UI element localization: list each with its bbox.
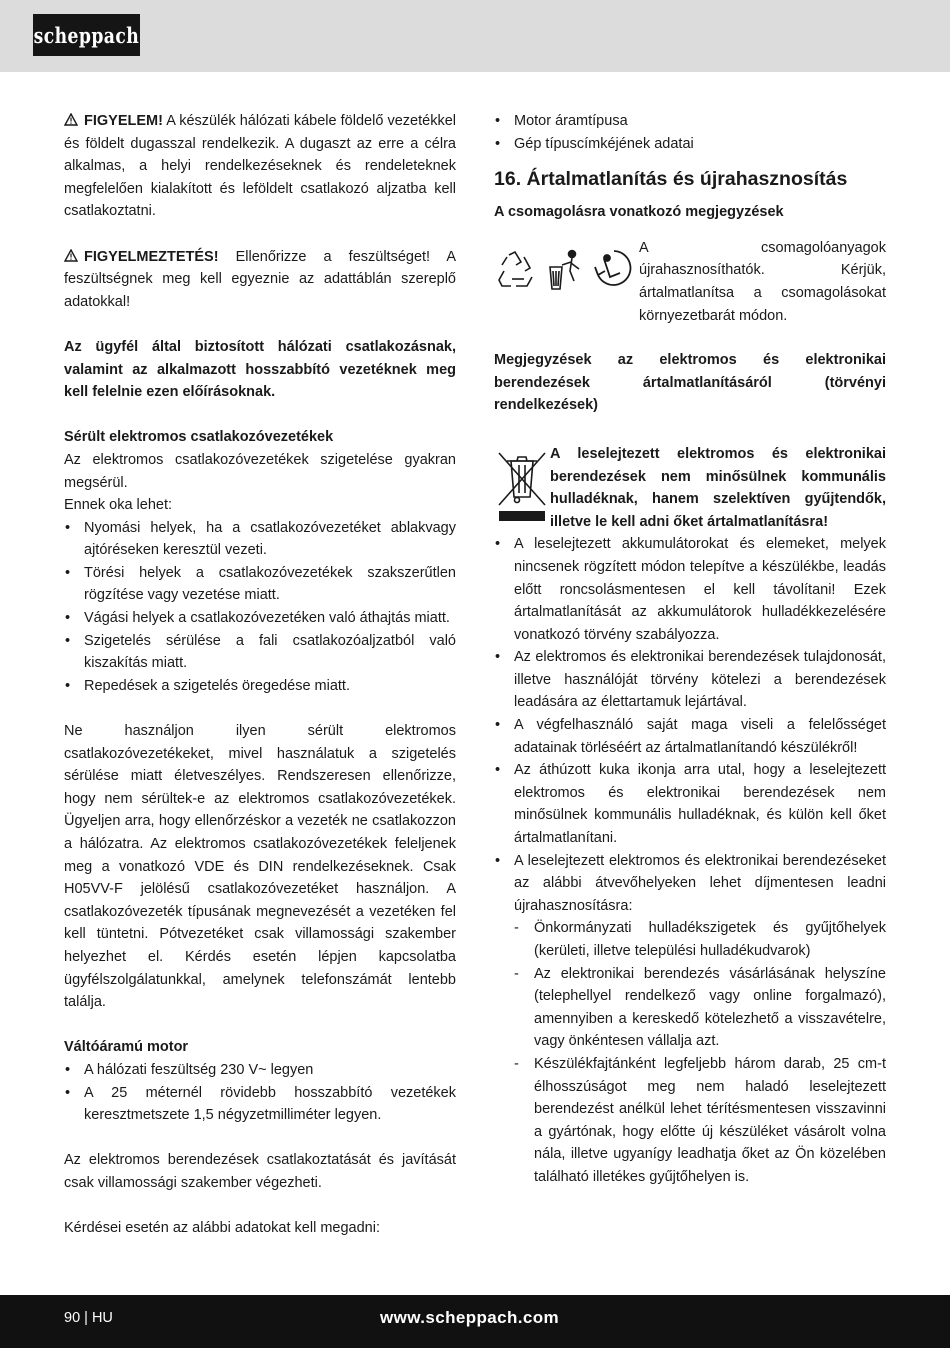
motor-list xyxy=(64,1059,456,1127)
list-item: • Törési helyek a csatlakozóvezetékek szakszerűtlen rögzítése vagy vezetése miatt. xyxy=(64,562,456,607)
packaging-block xyxy=(494,237,886,327)
data-list xyxy=(494,110,886,155)
cable-usage-paragraph: Ne használjon ilyen sérült elektromos csatlakozóvezetékeket, mivel használatuk a szigetelés sérülése miatt életveszélyes. Rendszeresen ellenőrizze, hogy nem sérültek-e az elektromos csatlakozóvezetékek. Ügyeljen arra, hogy ellenőrzéskor a vezeték ne csatlakozzon a hálózatra. Az elektromos csatlakozóvezetékek feleljenek meg a vonatkozó VDE és DIN rendelkezéseknek. Csak H05VV-F jelölésű csatlakozóvezetéket használjon. A csatlakozóvezeték típusának megnevezését a vezetéken fel kell tüntetni. Pótvezetéket csak villamossági szakember helyezhet el. Kérdés esetén lépjen kapcsolatba ügyfélszolgálatunkkal, amelynek telefonszámát lentebb találja. xyxy=(64,723,456,1011)
bold-notice xyxy=(64,336,456,404)
repair-paragraph: Az elektromos berendezések csatlakoztatását és javítását csak villamossági szakember végezheti. xyxy=(64,1152,456,1191)
list-item: • Nyomási helyek, ha a csatlakozóvezetéket ablakvagy ajtóréseken keresztül vezeti. xyxy=(64,517,456,562)
list-item: • Motor áramtípusa xyxy=(494,110,886,133)
left-column xyxy=(64,110,456,1240)
list-item: • A leselejtezett elektromos és elektronikai berendezéseket az alábbi átvevőhelyeken lehet díjmentesen leadni újrahasznosításra: xyxy=(494,850,886,918)
list-item: • A leselejtezett akkumulátorokat és elemeket, melyek nincsenek rögzített módon telepítve a készülékbe, leadás előtt roncsolásmentesen el kell távolítani! Ezek ártalmatlanítását az akkumulátorok hulladékkezelésére vonatkozó törvény szabályozza. xyxy=(494,533,886,646)
logo-text: scheppach xyxy=(33,22,140,48)
weee-notice-text: A leselejtezett elektromos és elektronikai berendezések nem minősülnek kommunális hulladéknak, hanem szelektíven gyűjtendők, illetve le kell adni őket ártalmatlanításra! xyxy=(550,445,886,530)
header-band xyxy=(0,0,950,72)
packaging-heading: A csomagolásra vonatkozó megjegyzések xyxy=(494,204,784,221)
warning-paragraph-2 xyxy=(64,246,456,314)
website-link[interactable]: www.scheppach.com xyxy=(380,1308,560,1327)
list-item: • Az áthúzott kuka ikonja arra utal, hogy a leselejtezett elektromos és elektronikai berendezések nem minősülnek kommunális hulladéknak, és külön kell őket ártalmatlanítani. xyxy=(494,759,886,849)
section-title: 16. Ártalmatlanítás és újrahasznosítás xyxy=(494,168,848,191)
list-item: • Az elektromos és elektronikai berendezések tulajdonosát, illetve használóját törvény kötelezi a berendezések leadására az élettartamuk lejártával. xyxy=(494,646,886,714)
recycle-hand-icon xyxy=(592,247,636,293)
electronics-heading: Megjegyzések az elektromos és elektronikai berendezések ártalmatlanításáról (törvényi rendelkezések) xyxy=(494,352,886,414)
collection-point-list xyxy=(514,917,886,1188)
list-item: - Az elektronikai berendezés vásárlásának helyszíne (telephellyel rendelkező vagy online forgalmazó), amennyiben a kereskedő kötelezhető a visszavételre, vagy önkéntesen vállalja azt. xyxy=(514,963,886,1053)
recycling-icon xyxy=(494,247,540,293)
warning-paragraph-1 xyxy=(64,110,456,223)
weee-notice xyxy=(550,443,886,533)
list-item: • Repedések a szigetelés öregedése miatt. xyxy=(64,675,456,698)
scheppach-logo xyxy=(33,14,140,56)
crossed-bin-icon xyxy=(494,449,550,525)
right-column xyxy=(494,110,886,1189)
question-paragraph: Kérdései esetén az alábbi adatokat kell megadni: xyxy=(64,1220,380,1237)
packaging-text: A csomagolóanyagok újrahasznosíthatók. Kérjük, ártalmatlanítsa a csomagolásokat környezetbarát módon. xyxy=(639,239,886,324)
warning-triangle-icon xyxy=(64,249,78,262)
damaged-list xyxy=(64,517,456,698)
warning-title: FIGYELMEZTETÉS! xyxy=(84,248,219,265)
warning-text: Ellenőrizze a feszültséget! A feszültségnek meg kell egyeznie az adattáblán szereplő adatokkal! xyxy=(64,248,456,310)
list-item: - Önkormányzati hulladékszigetek és gyűjtőhelyek (kerületi, illetve települési hulladékudvarok) xyxy=(514,917,886,962)
disposal-list xyxy=(494,533,886,917)
damaged-cause: Ennek oka lehet: xyxy=(64,497,173,514)
list-item: • A végfelhasználó saját maga viseli a felelősséget adatainak törléséért az ártalmatlanítandó készülékről! xyxy=(494,714,886,759)
list-item: • Vágási helyek a csatlakozóvezetéken való áthajtás miatt. xyxy=(64,607,456,630)
warning-title: FIGYELEM! xyxy=(84,113,163,129)
bold-notice-text: Az ügyfél által biztosított hálózati csatlakozásnak, valamint az alkalmazott hosszabbító vezetéknek meg kell felelnie ezen előírásoknak. xyxy=(64,338,456,401)
motor-heading: Váltóáramú motor xyxy=(64,1039,189,1056)
warning-triangle-icon xyxy=(64,113,78,126)
list-item: • A hálózati feszültség 230 V~ legyen xyxy=(64,1059,456,1082)
list-item: • A 25 méternél rövidebb hosszabbító vezetékek keresztmetszete 1,5 négyzetmilliméter legyen. xyxy=(64,1082,456,1127)
packaging-icons xyxy=(494,247,639,293)
weee-block xyxy=(494,443,886,533)
page-number: 90 | HU xyxy=(64,1310,113,1326)
list-item: • Szigetelés sérülése a fali csatlakozóaljzatból való kiszakítás miatt. xyxy=(64,630,456,675)
damaged-cables-heading: Sérült elektromos csatlakozóvezetékek xyxy=(64,429,334,446)
trash-bin-person-icon xyxy=(544,247,588,293)
list-item: • Gép típuscímkéjének adatai xyxy=(494,133,886,156)
list-item: - Készülékfajtánként legfeljebb három darab, 25 cm-t élhosszúságot meg nem haladó leselejtezett berendezést anélkül lehet térítésmentesen visszavinni a gyártónak, hogy előtte új készüléket vásárolt volna nála, illetve ugyanígy leadhatja őket az Ön közelében található illetékes gyűjtőhelyen is. xyxy=(514,1053,886,1189)
damaged-intro: Az elektromos csatlakozóvezetékek szigetelése gyakran megsérül. xyxy=(64,451,456,491)
warning-text: A készülék hálózati kábele földelő vezetékkel és földelt dugasszal rendelkezik. A dugaszt az erre a célra alkalmas, a helyi rendelkezéseknek és rendeleteknek megfelelően kialakított és leföldelt csatlakozó aljzatba kell csatlakoztatni. xyxy=(64,113,456,220)
